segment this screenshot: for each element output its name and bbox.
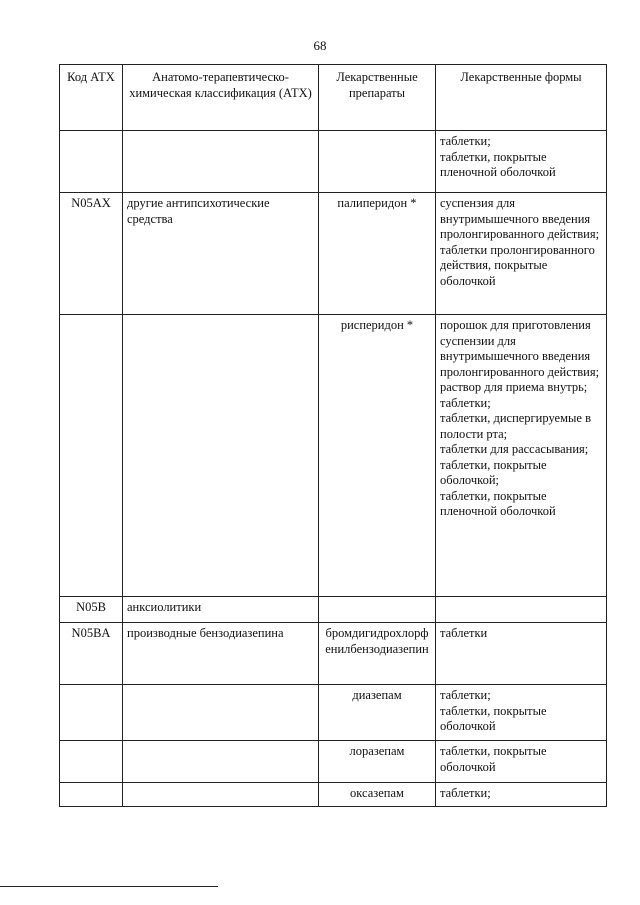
table-row [60, 597, 607, 623]
header-code: Код АТХ [60, 65, 123, 131]
table-row [60, 315, 607, 597]
cell-classification [123, 741, 319, 783]
cell-code [60, 783, 123, 807]
cell-forms [436, 623, 607, 685]
cell-classification: анксиолитики [123, 597, 319, 623]
page-number: 68 [313, 38, 327, 53]
form-item: порошок для приготовления суспензии для внутримышечного введения пролонгированного действия; [440, 318, 600, 379]
form-item: суспензия для внутримышечного введения пролонгированного действия; [440, 196, 600, 241]
table-header-row [60, 65, 607, 131]
form-item: таблетки; [440, 395, 491, 410]
cell-code [60, 741, 123, 783]
cell-drug: оксазепам [319, 783, 436, 807]
header-drugs: Лекарственные препараты [319, 65, 436, 131]
cell-drug [319, 131, 436, 193]
cell-forms [436, 315, 607, 597]
header-forms: Лекарственные формы [436, 65, 607, 131]
cell-drug: рисперидон * [319, 315, 436, 597]
cell-forms [436, 783, 607, 807]
cell-forms [436, 741, 607, 783]
table-row [60, 193, 607, 315]
form-item: таблетки, покрытые оболочкой [440, 744, 547, 774]
cell-code [60, 685, 123, 741]
cell-code: N05AX [60, 193, 123, 315]
form-item: таблетки; [440, 786, 491, 800]
form-item: таблетки, диспергируемые в полости рта; [440, 411, 591, 441]
form-item: таблетки, покрытые пленочной оболочкой [440, 488, 556, 518]
cell-code [60, 131, 123, 193]
form-item: таблетки, покрытые оболочкой; [440, 457, 547, 487]
cell-drug: диазепам [319, 685, 436, 741]
form-item: таблетки, покрытые пленочной оболочкой [440, 149, 556, 179]
table-row [60, 783, 607, 807]
cell-classification [123, 131, 319, 193]
form-item: таблетки; [440, 688, 491, 702]
form-item: раствор для приема внутрь; [440, 380, 588, 394]
form-item: таблетки пролонгированного действия, покрытые оболочкой [440, 242, 595, 288]
form-item: таблетки для рассасывания; [440, 442, 589, 456]
cell-code: N05B [60, 597, 123, 623]
cell-drug [319, 597, 436, 623]
footnote-rule [0, 886, 218, 887]
cell-classification: другие антипсихотические средства [123, 193, 319, 315]
cell-forms [436, 193, 607, 315]
cell-forms [436, 597, 607, 623]
form-item: таблетки; [440, 134, 491, 148]
cell-classification [123, 783, 319, 807]
cell-drug: бромдигидрохлорфенилбензодиазепин [319, 623, 436, 685]
table-row [60, 741, 607, 783]
cell-forms [436, 131, 607, 193]
cell-classification [123, 685, 319, 741]
cell-code [60, 315, 123, 597]
table-row [60, 131, 607, 193]
header-classification: Анатомо-терапевтическо-химическая классификация (АТХ) [123, 65, 319, 131]
table-row [60, 623, 607, 685]
form-item: таблетки [440, 626, 488, 640]
cell-code: N05BA [60, 623, 123, 685]
form-item: таблетки, покрытые оболочкой [440, 703, 547, 733]
cell-classification [123, 315, 319, 597]
cell-drug: палиперидон * [319, 193, 436, 315]
atx-table [59, 64, 607, 807]
cell-forms [436, 685, 607, 741]
cell-classification: производные бензодиазепина [123, 623, 319, 685]
cell-drug: лоразепам [319, 741, 436, 783]
table-row [60, 685, 607, 741]
